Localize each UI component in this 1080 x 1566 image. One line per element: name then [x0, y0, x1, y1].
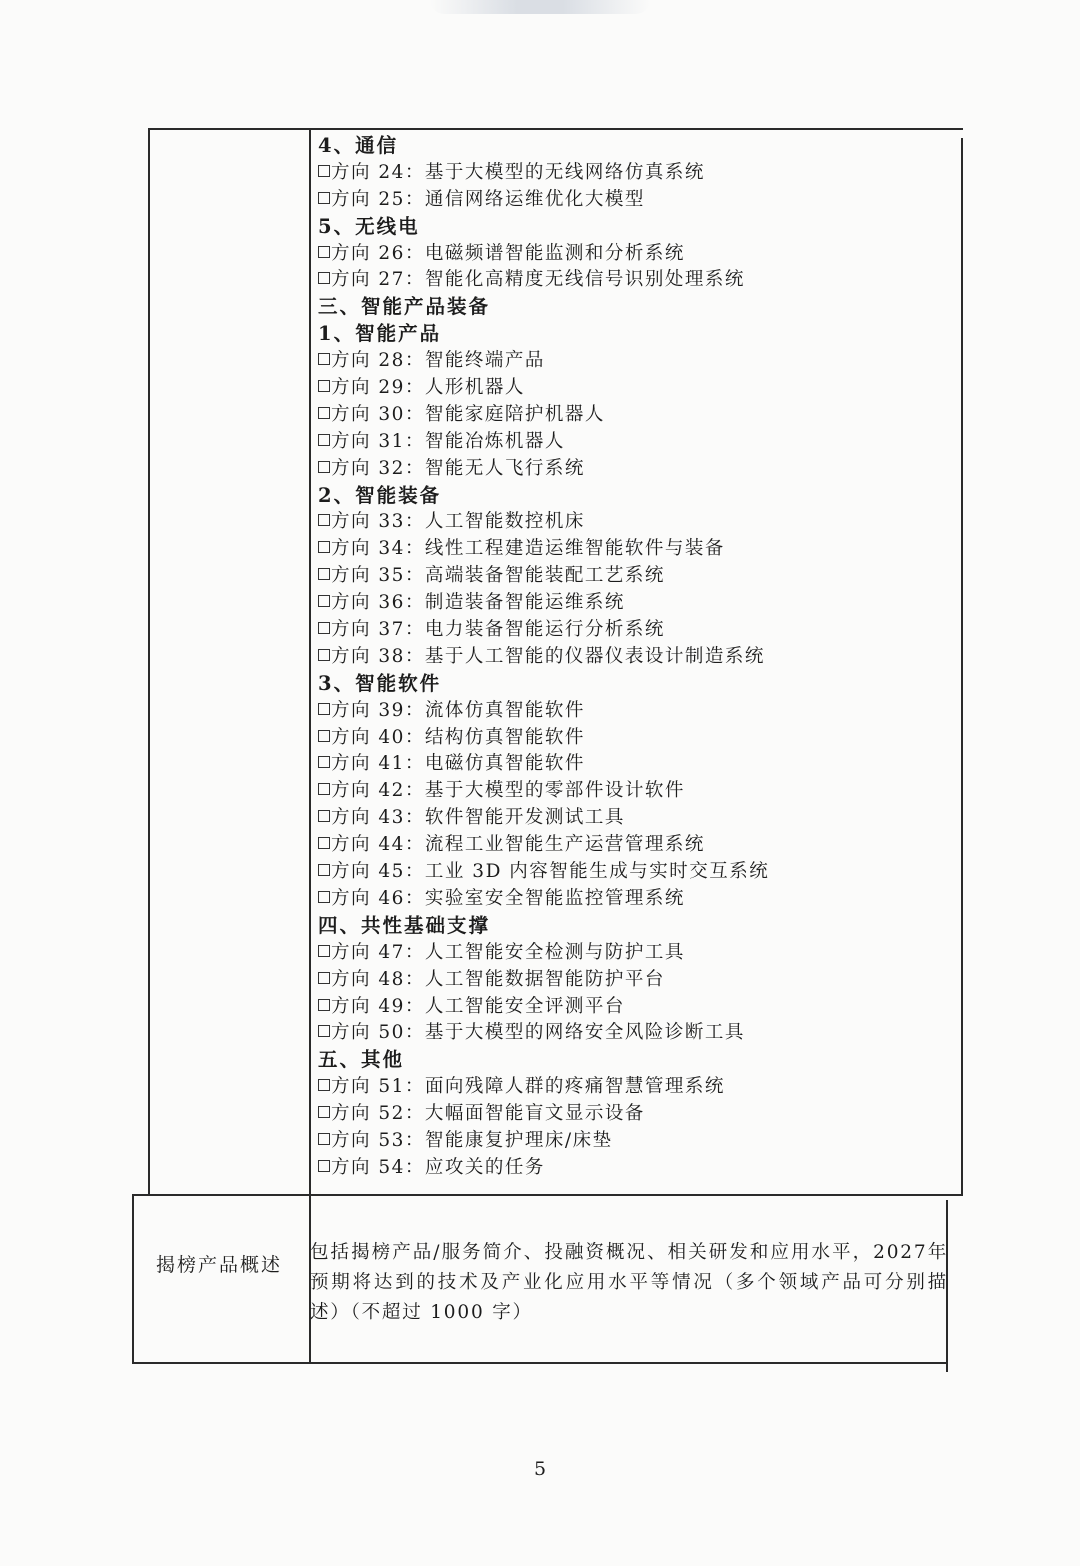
direction-label: 方向 40：结构仿真智能软件	[331, 726, 585, 748]
checkbox[interactable]	[318, 1133, 330, 1145]
direction-label: 方向 25：通信网络运维优化大模型	[331, 188, 645, 210]
section-heading-text: 1、智能产品	[318, 322, 442, 346]
section-heading-text: 2、智能装备	[318, 483, 442, 507]
direction-label: 方向 41：电磁仿真智能软件	[331, 753, 585, 775]
direction-option[interactable]	[318, 1155, 948, 1182]
direction-label: 方向 30：智能家庭陪护机器人	[331, 403, 605, 425]
direction-option[interactable]	[318, 241, 948, 268]
table-column-divider	[309, 128, 311, 1363]
direction-label: 方向 49：人工智能安全评测平台	[331, 995, 625, 1017]
direction-label: 方向 33：人工智能数控机床	[331, 511, 585, 533]
section-heading	[318, 913, 948, 940]
direction-label: 方向 34：线性工程建造运维智能软件与装备	[331, 538, 725, 560]
checkbox[interactable]	[318, 864, 330, 876]
checkbox[interactable]	[318, 514, 330, 526]
section-heading-text: 3、智能软件	[318, 671, 442, 695]
direction-list	[318, 133, 948, 1182]
direction-option[interactable]	[318, 348, 948, 375]
direction-option[interactable]	[318, 1101, 948, 1128]
direction-option[interactable]	[318, 778, 948, 805]
direction-option[interactable]	[318, 402, 948, 429]
checkbox[interactable]	[318, 461, 330, 473]
direction-label: 方向 48：人工智能数据智能防护平台	[331, 968, 665, 990]
checkbox[interactable]	[318, 246, 330, 258]
direction-label: 方向 50：基于大模型的网络安全风险诊断工具	[331, 1022, 745, 1044]
checkbox[interactable]	[318, 999, 330, 1011]
checkbox[interactable]	[318, 407, 330, 419]
direction-option[interactable]	[318, 536, 948, 563]
section-heading-text: 三、智能产品装备	[318, 295, 491, 319]
section-heading	[318, 321, 948, 348]
summary-label: 揭榜产品概述	[155, 1254, 282, 1276]
direction-label: 方向 45：工业 3D 内容智能生成与实时交互系统	[331, 861, 770, 883]
checkbox[interactable]	[318, 730, 330, 742]
summary-text: 包括揭榜产品/服务简介、投融资概况、相关研发和应用水平，2027年预期将达到的技术及产业化应用水平等情况（多个领域产品可分别描述）（不超过 1000 字）	[310, 1242, 948, 1323]
direction-label: 方向 46：实验室安全智能监控管理系统	[331, 887, 685, 909]
direction-option[interactable]	[318, 805, 948, 832]
checkbox[interactable]	[318, 192, 330, 204]
direction-label: 方向 51：面向残障人群的疼痛智慧管理系统	[331, 1076, 725, 1098]
table-right-border-upper	[961, 138, 963, 1196]
direction-option[interactable]	[318, 1074, 948, 1101]
direction-label: 方向 28：智能终端产品	[331, 350, 545, 372]
checkbox[interactable]	[318, 353, 330, 365]
checkbox[interactable]	[318, 434, 330, 446]
section-heading-text: 4、通信	[318, 134, 399, 157]
direction-option[interactable]	[318, 429, 948, 456]
checkbox[interactable]	[318, 891, 330, 903]
direction-option[interactable]	[318, 859, 948, 886]
checkbox[interactable]	[318, 568, 330, 580]
direction-label: 方向 26：电磁频谱智能监测和分析系统	[331, 242, 685, 264]
direction-option[interactable]	[318, 832, 948, 859]
table-bottom-border	[132, 1362, 947, 1364]
direction-option[interactable]	[318, 187, 948, 214]
direction-option[interactable]	[318, 375, 948, 402]
checkbox[interactable]	[318, 1025, 330, 1037]
direction-option[interactable]	[318, 886, 948, 913]
section-heading	[318, 214, 948, 241]
direction-label: 方向 52：大幅面智能盲文显示设备	[331, 1103, 645, 1125]
direction-option[interactable]	[318, 160, 948, 187]
checkbox[interactable]	[318, 1079, 330, 1091]
checkbox[interactable]	[318, 272, 330, 284]
table-row-divider	[134, 1194, 962, 1196]
direction-label: 方向 42：基于大模型的零部件设计软件	[331, 780, 685, 802]
table-top-border	[148, 128, 963, 130]
direction-option[interactable]	[318, 590, 948, 617]
direction-option[interactable]	[318, 698, 948, 725]
direction-label: 方向 47：人工智能安全检测与防护工具	[331, 941, 685, 963]
section-heading-text: 四、共性基础支撑	[318, 913, 491, 937]
checkbox[interactable]	[318, 622, 330, 634]
table-left-border-upper	[148, 128, 150, 1196]
checkbox[interactable]	[318, 972, 330, 984]
section-heading	[318, 1047, 948, 1074]
direction-label: 方向 32：智能无人飞行系统	[331, 457, 585, 479]
direction-label: 方向 37：电力装备智能运行分析系统	[331, 619, 665, 641]
section-heading	[318, 294, 948, 321]
direction-label: 方向 36：制造装备智能运维系统	[331, 592, 625, 614]
checkbox[interactable]	[318, 649, 330, 661]
section-heading	[318, 671, 948, 698]
checkbox[interactable]	[318, 1160, 330, 1172]
direction-option[interactable]	[318, 725, 948, 752]
checkbox[interactable]	[318, 837, 330, 849]
direction-label: 方向 54：应攻关的任务	[331, 1156, 545, 1178]
direction-option[interactable]	[318, 509, 948, 536]
checkbox[interactable]	[318, 1106, 330, 1118]
direction-option[interactable]	[318, 1020, 948, 1047]
direction-option[interactable]	[318, 967, 948, 994]
direction-label: 方向 53：智能康复护理床/床垫	[331, 1129, 613, 1151]
section-heading	[318, 133, 948, 160]
page-number: 5	[533, 1458, 547, 1480]
checkbox[interactable]	[318, 783, 330, 795]
section-heading-text: 5、无线电	[318, 214, 420, 238]
checkbox[interactable]	[318, 165, 330, 177]
direction-label: 方向 39：流体仿真智能软件	[331, 699, 585, 721]
direction-option[interactable]	[318, 617, 948, 644]
direction-option[interactable]	[318, 456, 948, 483]
direction-label: 方向 44：流程工业智能生产运营管理系统	[331, 834, 705, 856]
checkbox[interactable]	[318, 810, 330, 822]
direction-label: 方向 38：基于人工智能的仪器仪表设计制造系统	[331, 645, 765, 667]
direction-option[interactable]	[318, 994, 948, 1021]
direction-label: 方向 35：高端装备智能装配工艺系统	[331, 565, 665, 587]
direction-label: 方向 24：基于大模型的无线网络仿真系统	[331, 161, 705, 183]
checkbox[interactable]	[318, 595, 330, 607]
checkbox[interactable]	[318, 703, 330, 715]
direction-option[interactable]	[318, 644, 948, 671]
direction-option[interactable]	[318, 563, 948, 590]
direction-option[interactable]	[318, 940, 948, 967]
direction-label: 方向 29：人形机器人	[331, 377, 525, 399]
direction-option[interactable]	[318, 1128, 948, 1155]
direction-label: 方向 31：智能冶炼机器人	[331, 430, 565, 452]
direction-option[interactable]	[318, 751, 948, 778]
table-left-border-lower	[132, 1194, 134, 1363]
checkbox[interactable]	[318, 756, 330, 768]
section-heading	[318, 483, 948, 510]
direction-label: 方向 27：智能化高精度无线信号识别处理系统	[331, 269, 745, 291]
checkbox[interactable]	[318, 541, 330, 553]
direction-label: 方向 43：软件智能开发测试工具	[331, 807, 625, 829]
checkbox[interactable]	[318, 945, 330, 957]
direction-option[interactable]	[318, 267, 948, 294]
checkbox[interactable]	[318, 380, 330, 392]
section-heading-text: 五、其他	[318, 1048, 405, 1072]
